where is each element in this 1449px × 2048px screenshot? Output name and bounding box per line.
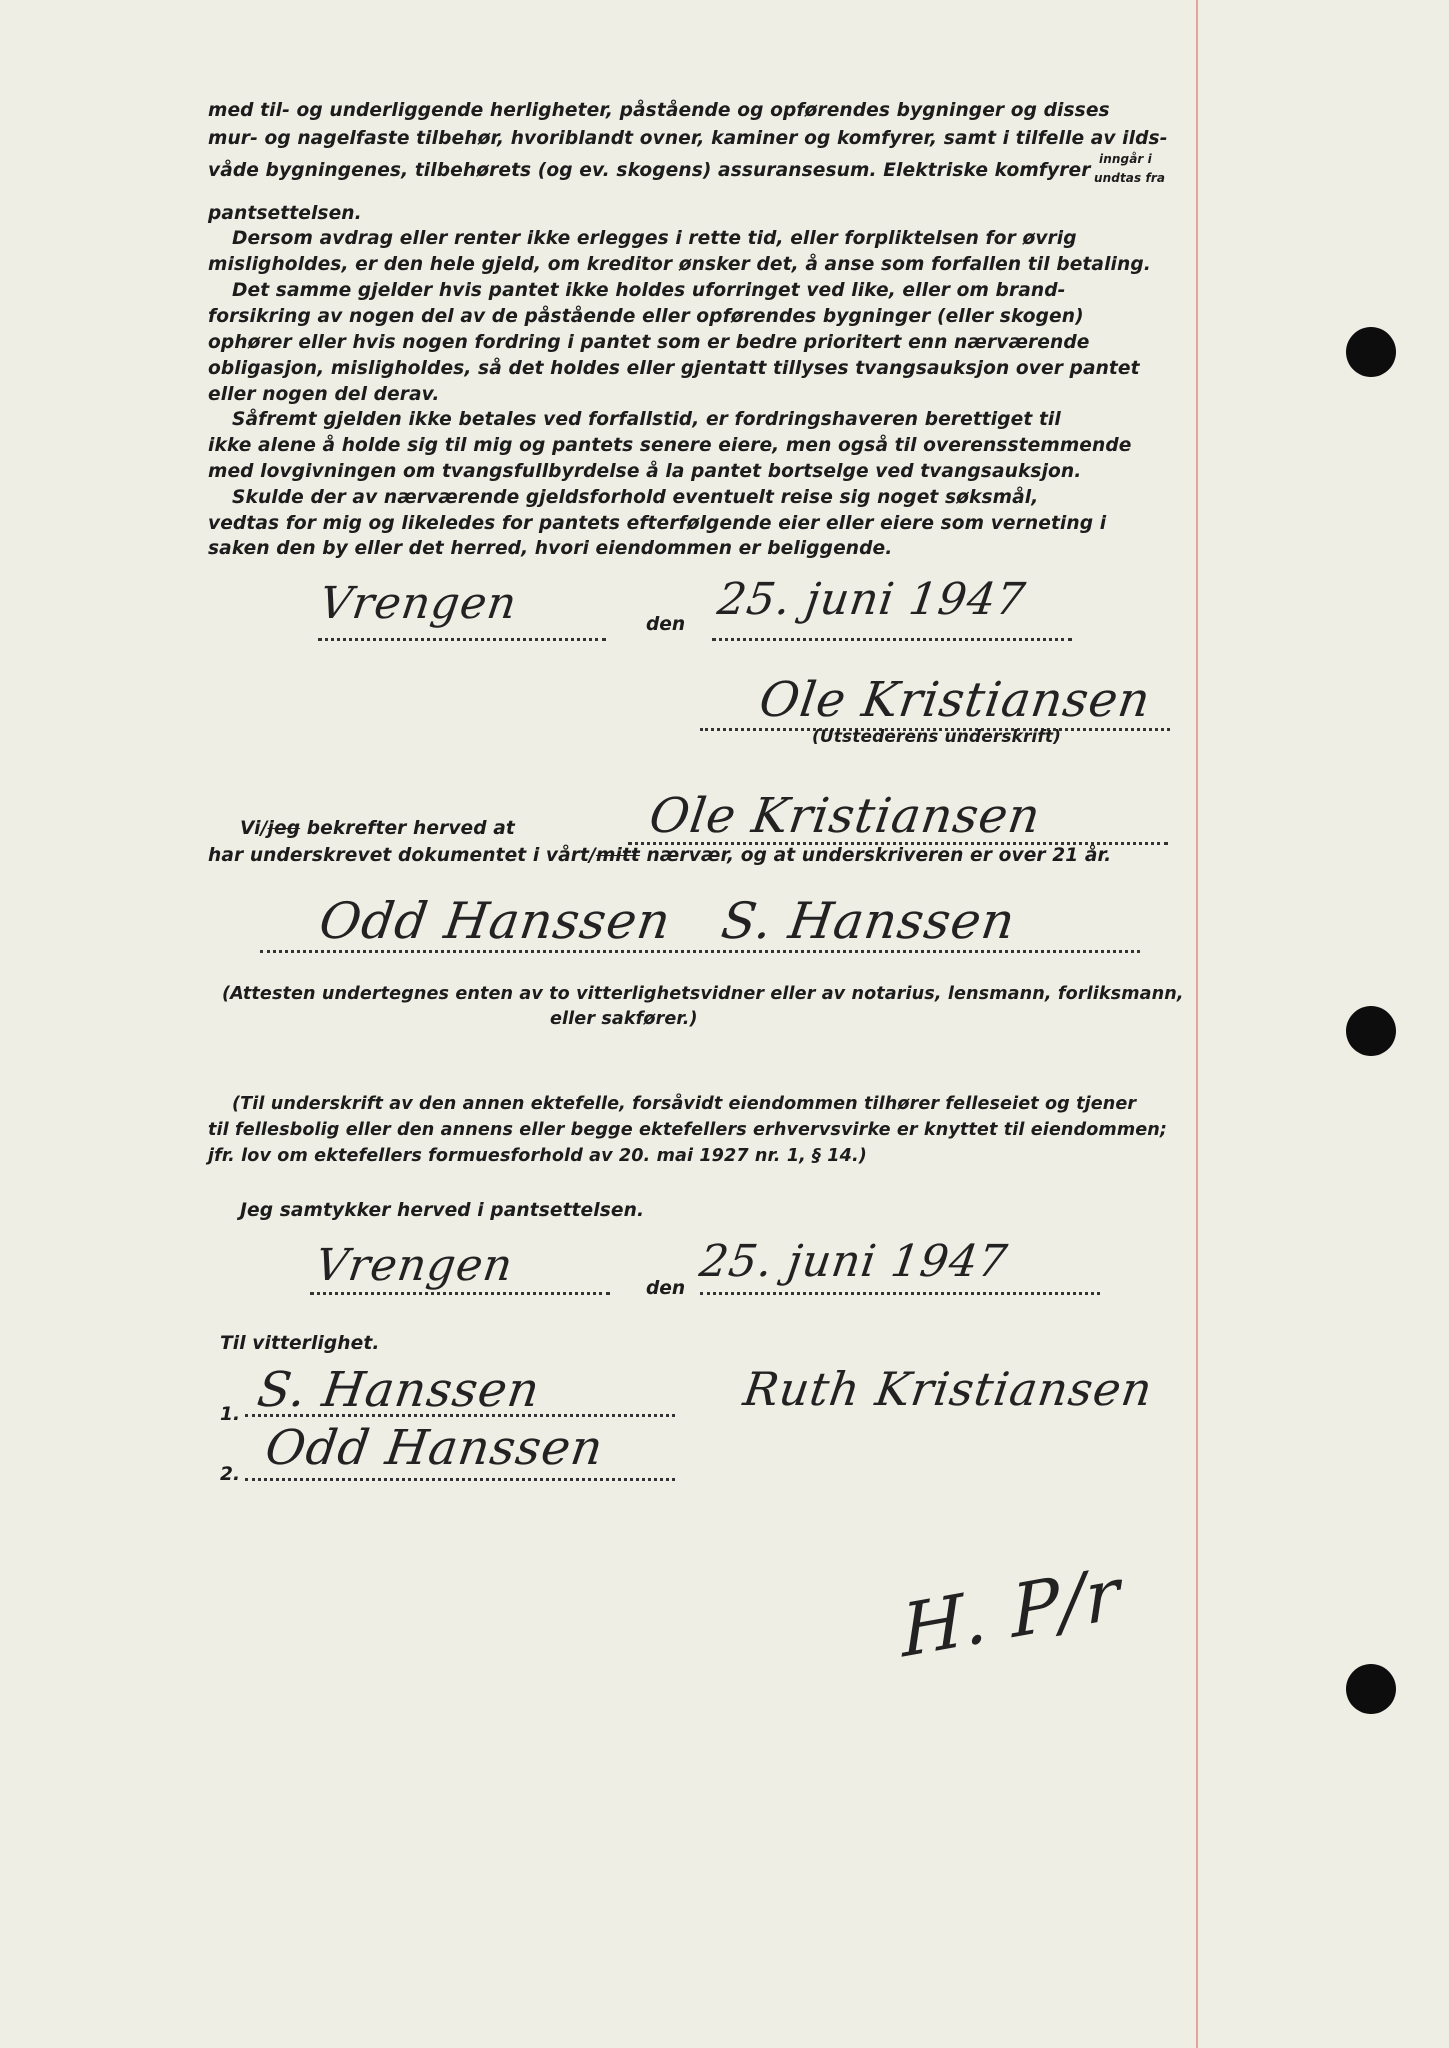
margin-initials: H. P/r [900, 1550, 1122, 1674]
text-line: vedtas for mig og likeledes for pantets efterfølgende eier eller eiere som verneting i [208, 513, 1107, 534]
text-line: obligasjon, misligholdes, så det holdes eller gjentatt tillyses tvangsauksjon over pantet [208, 358, 1140, 379]
witness-signature-2: S. Hanssen [717, 892, 1020, 950]
undtas-option: undtas fra [1094, 171, 1166, 185]
text-line: Såfremt gjelden ikke betales ved forfallstid, er fordringshaveren berettiget til [232, 409, 1061, 430]
witness-number-1: 1. [220, 1404, 241, 1425]
text-line: våde bygningenes, tilbehørets (og ev. skogens) assuransesum. Elektriske komfyrer [208, 160, 1091, 181]
consent-place-signature: Vrengen [312, 1240, 517, 1291]
text-line: saken den by eller det herred, hvori eiendommen er beliggende. [208, 538, 893, 559]
place-line [318, 638, 606, 641]
witness-line-2 [245, 1478, 675, 1481]
text-line: Dersom avdrag eller renter ikke erlegges i rette tid, eller forpliktelsen for øvrig [232, 228, 1077, 249]
red-margin-line [1196, 0, 1198, 2048]
issuer-caption: (Utstederens underskrift) [812, 727, 1061, 747]
witness-line-1: Vi/jeg bekrefter herved at [240, 818, 515, 839]
consent-text: Jeg samtykker herved i pantsettelsen. [240, 1200, 645, 1221]
consent-den-label: den [646, 1278, 686, 1299]
consent-date-handwritten: 25. juni 1947 [696, 1236, 1011, 1287]
date-line [712, 638, 1072, 641]
text-line: mur- og nagelfaste tilbehør, hvoriblandt ovner, kaminer og komfyrer, samt i tilfelle av ilds- [208, 128, 1168, 149]
spouse-note-3: jfr. lov om ektefellers formuesforhold av 20. mai 1927 nr. 1, § 14.) [208, 1146, 867, 1166]
witness-line-1 [245, 1414, 675, 1417]
place-signature: Vrengen [316, 578, 521, 629]
text-line: med til- og underliggende herligheter, påstående og opførendes bygninger og disses [208, 100, 1110, 121]
punch-hole [1346, 1664, 1396, 1714]
spouse-signature: Ruth Kristiansen [740, 1362, 1157, 1416]
text-line: Det samme gjelder hvis pantet ikke holdes uforringet ved like, eller om brand- [232, 280, 1066, 301]
witness-signature-1: Odd Hanssen [315, 892, 675, 950]
text-line: ophører eller hvis nogen fordring i pantet som er bedre prioritert enn nærværende [208, 332, 1090, 353]
punch-hole [1346, 327, 1396, 377]
attest-note-2: eller sakfører.) [550, 1009, 698, 1029]
punch-hole [1346, 1006, 1396, 1056]
text-line: pantsettelsen. [208, 203, 362, 224]
spouse-note-2: til fellesbolig eller den annens eller begge ektefellers erhvervsvirke er knyttet til eiendommen; [208, 1120, 1168, 1140]
issuer-signature: Ole Kristiansen [756, 672, 1155, 728]
witness-line-2: har underskrevet dokumentet i vårt/mitt nærvær, og at underskriveren er over 21 år. [208, 845, 1112, 866]
vitterlighet-label: Til vitterlighet. [220, 1333, 380, 1354]
text-line: eller nogen del derav. [208, 384, 440, 405]
text-line: Skulde der av nærværende gjeldsforhold eventuelt reise sig noget søksmål, [232, 487, 1039, 508]
den-label: den [646, 614, 686, 635]
signer-name-handwritten: Ole Kristiansen [646, 788, 1045, 844]
text-line: ikke alene å holde sig til mig og pantets senere eiere, men også til overensstemmende [208, 435, 1132, 456]
vitterlighet-witness-1: S. Hanssen [254, 1362, 544, 1418]
attest-note-1: (Attesten undertegnes enten av to vitterlighetsvidner eller av notarius, lensmann, forliksmann, [222, 984, 1184, 1004]
consent-place-line [310, 1292, 610, 1295]
witness-number-2: 2. [220, 1464, 241, 1485]
text-line: forsikring av nogen del av de påstående eller opførendes bygninger (eller skogen) [208, 306, 1084, 327]
date-handwritten: 25. juni 1947 [714, 574, 1029, 625]
text-line: med lovgivningen om tvangsfullbyrdelse å la pantet bortselge ved tvangsauksjon. [208, 461, 1082, 482]
witness-signature-line [260, 950, 1140, 953]
inngaar-option: inngår i [1099, 152, 1152, 166]
consent-date-line [700, 1292, 1100, 1295]
spouse-note-1: (Til underskrift av den annen ektefelle, forsåvidt eiendommen tilhører felleseiet og tjener [232, 1094, 1137, 1114]
vitterlighet-witness-2: Odd Hanssen [262, 1420, 607, 1476]
text-line: misligholdes, er den hele gjeld, om kreditor ønsker det, å anse som forfallen til betaling. [208, 254, 1151, 275]
